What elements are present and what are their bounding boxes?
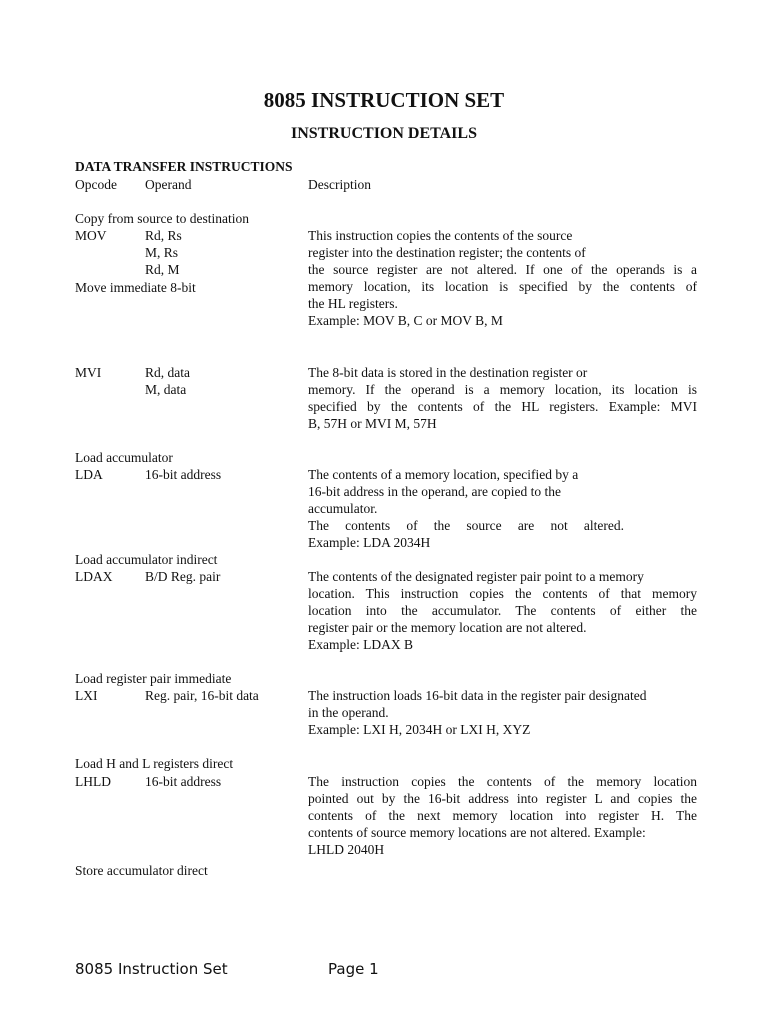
description-line: 16-bit address in the operand, are copied to the accumulator. bbox=[308, 484, 562, 516]
group-heading-ldax: Load accumulator indirect bbox=[75, 552, 218, 567]
opcode-lda: LDA bbox=[75, 467, 103, 482]
description-line: The contents of a memory location, specified by a bbox=[308, 467, 579, 482]
page-subtitle: INSTRUCTION DETAILS bbox=[291, 125, 477, 142]
description-line: location into the accumulator. The contents of either the bbox=[308, 603, 697, 618]
description-ldax bbox=[308, 568, 697, 653]
operand-lxi-1: Reg. pair, 16-bit data bbox=[145, 688, 259, 703]
description-mvi bbox=[308, 364, 697, 432]
operand-mvi-1: Rd, data bbox=[145, 365, 190, 380]
group-heading-sta: Store accumulator direct bbox=[75, 863, 208, 878]
description-line: The 8-bit data is stored in the destination register or bbox=[308, 365, 588, 380]
description-column-header: Description bbox=[308, 177, 371, 192]
group-heading-lda: Load accumulator bbox=[75, 450, 173, 465]
operand-mvi-2: M, data bbox=[145, 382, 187, 397]
description-line: the source register are not altered. If one of the operands is a bbox=[308, 262, 697, 277]
operand-lda-1: 16-bit address bbox=[145, 467, 222, 482]
section-heading: DATA TRANSFER INSTRUCTIONS bbox=[75, 159, 293, 174]
description-line: Example: LXI H, 2034H or LXI H, XYZ bbox=[308, 722, 531, 737]
page-title: 8085 INSTRUCTION SET bbox=[263, 88, 505, 112]
opcode-column-header: Opcode bbox=[75, 177, 117, 192]
description-line: Example: LDA 2034H bbox=[308, 535, 431, 550]
operand-lhld-1: 16-bit address bbox=[145, 774, 222, 789]
description-line: The contents of the source are not altered. bbox=[308, 518, 624, 533]
description-lhld bbox=[308, 773, 697, 858]
description-line: This instruction copies the contents of the source bbox=[308, 228, 573, 243]
description-line: in the operand. bbox=[308, 705, 389, 720]
operand-mov-2: M, Rs bbox=[145, 245, 179, 260]
description-line: register into the destination register; the contents of bbox=[308, 245, 586, 260]
description-line: Example: LDAX B bbox=[308, 637, 413, 652]
description-lxi bbox=[308, 687, 697, 738]
description-line: specified by the contents of the HL registers. Example: MVI bbox=[308, 399, 697, 414]
description-line: memory location, its location is specified by the contents of bbox=[308, 279, 697, 294]
description-line: memory. If the operand is a memory location, its location is bbox=[308, 382, 697, 397]
description-line: the HL registers. bbox=[308, 296, 398, 311]
description-line: register pair or the memory location are not altered. bbox=[308, 620, 587, 635]
description-line: contents of source memory locations are not altered. Example: bbox=[308, 825, 646, 840]
opcode-mov: MOV bbox=[75, 228, 107, 243]
description-line: pointed out by the 16-bit address into register L and copies the bbox=[308, 791, 697, 806]
opcode-lhld: LHLD bbox=[75, 774, 111, 789]
description-lda bbox=[308, 466, 624, 551]
description-line: The contents of the designated register pair point to a memory bbox=[308, 569, 644, 584]
group-heading-mov: Copy from source to destination bbox=[75, 211, 249, 226]
description-line: B, 57H or MVI M, 57H bbox=[308, 416, 437, 431]
description-line: The instruction loads 16-bit data in the register pair designated bbox=[308, 688, 647, 703]
opcode-lxi: LXI bbox=[75, 688, 98, 703]
operand-column-header: Operand bbox=[145, 177, 192, 192]
opcode-mvi: MVI bbox=[75, 365, 102, 380]
footer-page-number: Page 1 bbox=[328, 960, 379, 978]
description-line: contents of the next memory location into register H. The bbox=[308, 808, 697, 823]
operand-mov-1: Rd, Rs bbox=[145, 228, 182, 243]
description-line: LHLD 2040H bbox=[308, 842, 385, 857]
description-line: The instruction copies the contents of the memory location bbox=[308, 774, 697, 789]
description-mov bbox=[308, 227, 697, 329]
group-heading-lxi: Load register pair immediate bbox=[75, 671, 232, 686]
group-heading-lhld: Load H and L registers direct bbox=[75, 756, 234, 771]
opcode-ldax: LDAX bbox=[75, 569, 113, 584]
description-line: location. This instruction copies the contents of that memory bbox=[308, 586, 697, 601]
operand-mov-3: Rd, M bbox=[145, 262, 180, 277]
footer-doc-title: 8085 Instruction Set bbox=[75, 960, 228, 978]
operand-ldax-1: B/D Reg. pair bbox=[145, 569, 221, 584]
description-line: Example: MOV B, C or MOV B, M bbox=[308, 313, 503, 328]
group-heading-mvi: Move immediate 8-bit bbox=[75, 280, 196, 295]
